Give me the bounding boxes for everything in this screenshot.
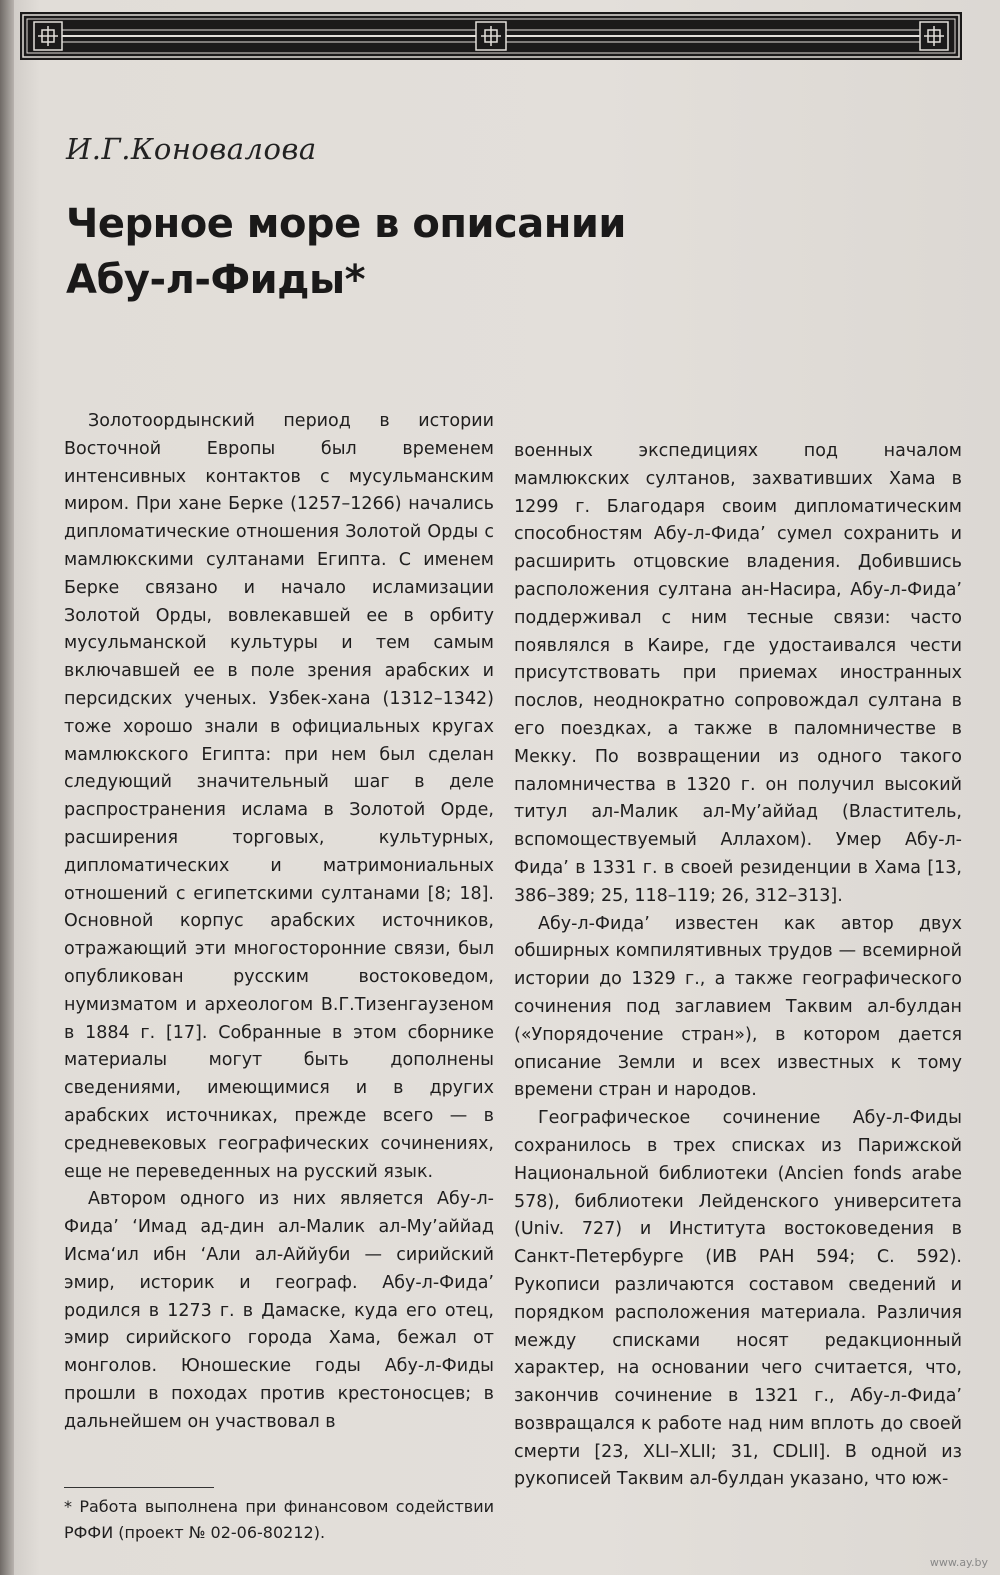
ornamental-border bbox=[20, 12, 962, 60]
title-line-2: Абу-л-Фиды* bbox=[66, 257, 366, 303]
paragraph: военных экспедициях под началом мамлюкских султанов, захвативших Хама в 1299 г. Благодаря своим дипломатическим способностям Абу-л-Фида’ сумел сохранить и расширить отцовские владения. Добившись расположения султана ан-Насира, Абу-л-Фида’ поддерживал с ним тесные связи: часто появлялся в Каире, где удостаивался чести присутствовать при приемах иностранных послов, неоднократно сопровождал султана в его поездках, а также в паломничестве в Мекку. По возвращении из одного такого паломничества в 1320 г. он получил высокий титул ал-Малик ал-Му’аййад (Властитель, вспомоществуемый Аллахом). Умер Абу-л-Фида’ в 1331 г. в своей резиденции в Хама [13, 386–389; 25, 118–119; 26, 312–313]. bbox=[514, 441, 962, 906]
paragraph: Абу-л-Фида’ известен как автор двух обширных компилятивных трудов — всемирной истории до 1329 г., а также географического сочинения под заглавием Таквим ал-булдан («Упорядочение стран»), в котором дается описание Земли и всех известных к тому времени стран и народов. bbox=[514, 913, 962, 1101]
footnote-divider bbox=[64, 1487, 214, 1488]
watermark: www.ay.by bbox=[929, 1556, 988, 1569]
left-column bbox=[64, 408, 494, 1436]
right-column bbox=[514, 438, 962, 1494]
book-spine-shadow bbox=[0, 0, 14, 1575]
paragraph: Автором одного из них является Абу-л-Фида’ ‘Имад ад-дин ал-Малик ал-Му’аййад Исма‘ил ибн ‘Али ал-Аййуби — сирийский эмир, историк и географ. Абу-л-Фида’ родился в 1273 г. в Дамаске, куда его отец, эмир сирийского города Хама, бежал от монголов. Юношеские годы Абу-л-Фиды прошли в походах против крестоносцев; в дальнейшем он участвовал в bbox=[64, 1189, 494, 1432]
author-name: И.Г.Коновалова bbox=[66, 132, 317, 166]
title-line-1: Черное море в описании bbox=[66, 201, 626, 247]
paragraph: Золотоордынский период в истории Восточной Европы был временем интенсивных контактов с мусульманским миром. При хане Берке (1257–1266) начались дипломатические отношения Золотой Орды с мамлюкскими султанами Египта. С именем Берке связано и начало исламизации Золотой Орды, вовлекавшей ее в орбиту мусульманской культуры и тем самым включавшей ее в поле зрения арабских и персидских ученых. Узбек-хана (1312–1342) тоже хорошо знали в официальных кругах мамлюкского Египта: при нем был сделан следующий значительный шаг в деле распространения ислама в Золотой Орде, расширения торговых, культурных, дипломатических и матримониальных отношений с египетскими султанами [8; 18]. Основной корпус арабских источников, отражающий эти многосторонние связи, был опубликован русским востоковедом, нумизматом и археологом В.Г.Тизенгаузеном в 1884 г. [17]. Собранные в этом сборнике материалы могут быть дополнены сведениями, имеющимися и в других арабских источниках, прежде всего — в средневековых географических сочинениях, еще не переведенных на русский язык. bbox=[64, 411, 494, 1182]
article-title bbox=[66, 196, 706, 308]
footnote: * Работа выполнена при финансовом содействии РФФИ (проект № 02-06-80212). bbox=[64, 1497, 494, 1542]
paragraph: Географическое сочинение Абу-л-Фиды сохранилось в трех списках из Парижской Национальной библиотеки (Ancien fonds arabe 578), библиотеки Лейденского университета (Univ. 727) и Института востоковедения в Санкт-Петербурге (ИВ РАН 594; С. 592). Рукописи различаются составом сведений и порядком расположения материала. Различия между списками носят редакционный характер, на основании чего считается, что, закончив сочинение в 1321 г., Абу-л-Фида’ возвращался к работе над ним вплоть до своей смерти [23, XLI–XLII; 31, CDLII]. В одной из рукописей Таквим ал-булдан указано, что юж- bbox=[514, 1108, 962, 1490]
